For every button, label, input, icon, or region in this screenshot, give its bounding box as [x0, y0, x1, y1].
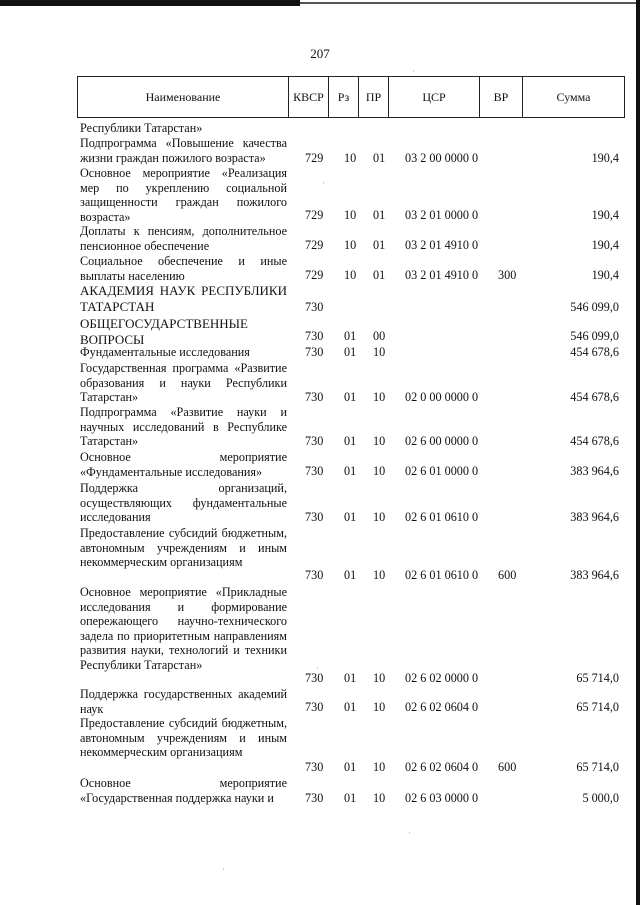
row-sum: 65 714,0 [576, 760, 619, 774]
table-row [80, 526, 625, 583]
table-row [80, 224, 625, 253]
table-row [80, 166, 625, 223]
row-name: Подпрограмма «Повышение качества жизни граждан пожилого возраста» [80, 136, 287, 165]
scan-edge-top [0, 0, 640, 8]
row-csr: 02 6 00 0000 0 [405, 434, 479, 448]
row-kvsr: 730 [305, 300, 324, 314]
row-sum: 383 964,6 [570, 568, 619, 582]
row-rz: 10 [344, 268, 357, 282]
row-rz: 10 [344, 208, 357, 222]
row-name: Поддержка государственных академий наук [80, 687, 287, 716]
table-row [80, 405, 625, 449]
scan-edge-right [636, 0, 640, 905]
row-vr: 300 [498, 268, 517, 282]
row-rz: 01 [344, 760, 357, 774]
scan-speck: · [412, 66, 415, 76]
row-kvsr: 730 [305, 345, 324, 359]
row-sum: 454 678,6 [570, 345, 619, 359]
row-rz: 01 [344, 510, 357, 524]
row-pr: 10 [373, 791, 386, 805]
row-pr: 10 [373, 464, 386, 478]
row-name: Доплаты к пенсиям, дополнительное пенсионное обеспечение [80, 224, 287, 253]
scan-speck: · [408, 828, 411, 838]
row-pr: 01 [373, 151, 386, 165]
table-row [80, 450, 625, 479]
row-kvsr: 730 [305, 510, 324, 524]
row-pr: 10 [373, 434, 386, 448]
table-row [80, 345, 625, 360]
table-row [80, 254, 625, 283]
table-row [80, 316, 625, 347]
table-row [80, 687, 625, 715]
header-csr: ЦСР [389, 77, 480, 117]
row-csr: 02 6 02 0000 0 [405, 671, 479, 685]
scan-edge-line [300, 2, 640, 4]
row-pr: 10 [373, 700, 386, 714]
row-name: Основное мероприятие «Фундаментальные исследования» [80, 450, 287, 479]
header-kvsr: КВСР [289, 77, 329, 117]
row-csr: 02 0 00 0000 0 [405, 390, 479, 404]
row-kvsr: 729 [305, 268, 324, 282]
row-rz: 01 [344, 329, 357, 343]
row-kvsr: 730 [305, 329, 324, 343]
row-rz: 01 [344, 464, 357, 478]
row-pr: 01 [373, 268, 386, 282]
row-name: Основное мероприятие «Реализация мер по укреплению социальной защищенности граждан пожилого возраста» [80, 166, 287, 224]
row-vr: 600 [498, 760, 517, 774]
row-sum: 190,4 [591, 268, 619, 282]
row-kvsr: 729 [305, 151, 324, 165]
table-row [80, 361, 625, 405]
row-rz: 01 [344, 390, 357, 404]
table-row [80, 136, 625, 166]
table-row [80, 283, 625, 315]
row-vr: 600 [498, 568, 517, 582]
row-name: Государственная программа «Развитие образования и науки Республики Татарстан» [80, 361, 287, 405]
row-csr: 03 2 01 4910 0 [405, 268, 479, 282]
row-kvsr: 729 [305, 208, 324, 222]
table-row [80, 585, 625, 686]
row-name: ОБЩЕГОСУДАРСТВЕННЫЕ ВОПРОСЫ [80, 316, 248, 347]
table-row [80, 716, 625, 775]
row-csr: 02 6 01 0000 0 [405, 464, 479, 478]
page-number: 207 [310, 46, 330, 61]
scan-edge-bar [0, 0, 300, 6]
row-rz: 01 [344, 345, 357, 359]
row-kvsr: 729 [305, 238, 324, 252]
scan-speck: · [316, 663, 319, 673]
row-rz: 01 [344, 434, 357, 448]
row-sum: 454 678,6 [570, 390, 619, 404]
row-pr: 10 [373, 345, 386, 359]
row-kvsr: 730 [305, 671, 324, 685]
row-kvsr: 730 [305, 760, 324, 774]
row-rz: 10 [344, 151, 357, 165]
row-pr: 00 [373, 329, 386, 343]
row-pr: 10 [373, 510, 386, 524]
row-name: Фундаментальные исследования [80, 345, 250, 359]
row-csr: 02 6 02 0604 0 [405, 700, 479, 714]
row-csr: 02 6 01 0610 0 [405, 510, 479, 524]
row-csr: 03 2 01 0000 0 [405, 208, 479, 222]
table-row [80, 121, 625, 136]
row-sum: 383 964,6 [570, 510, 619, 524]
row-name: Предоставление субсидий бюджетным, автономным учреждениям и иным некоммерческим организациям [80, 716, 287, 760]
row-pr: 01 [373, 238, 386, 252]
row-sum: 546 099,0 [570, 329, 619, 343]
header-vr: ВР [480, 77, 523, 117]
row-csr: 02 6 02 0604 0 [405, 760, 479, 774]
row-sum: 190,4 [591, 151, 619, 165]
row-sum: 546 099,0 [570, 300, 619, 314]
row-name: Поддержка организаций, осуществляющих фундаментальные исследования [80, 481, 287, 525]
row-csr: 03 2 00 0000 0 [405, 151, 479, 165]
row-csr: 02 6 03 0000 0 [405, 791, 479, 805]
header-rz: Рз [329, 77, 359, 117]
row-kvsr: 730 [305, 568, 324, 582]
row-kvsr: 730 [305, 390, 324, 404]
row-rz: 01 [344, 568, 357, 582]
row-sum: 65 714,0 [576, 700, 619, 714]
row-kvsr: 730 [305, 791, 324, 805]
row-sum: 5 000,0 [582, 791, 619, 805]
row-rz: 01 [344, 700, 357, 714]
row-name: АКАДЕМИЯ НАУК РЕСПУБЛИКИ ТАТАРСТАН [80, 283, 287, 314]
row-sum: 454 678,6 [570, 434, 619, 448]
row-sum: 65 714,0 [576, 671, 619, 685]
row-name: Социальное обеспечение и иные выплаты населению [80, 254, 287, 283]
row-kvsr: 730 [305, 464, 324, 478]
header-pr: ПР [359, 77, 389, 117]
header-sum: Сумма [556, 89, 591, 104]
row-pr: 10 [373, 760, 386, 774]
row-pr: 10 [373, 671, 386, 685]
row-kvsr: 730 [305, 700, 324, 714]
table-row [80, 481, 625, 525]
row-name: Республики Татарстан» [80, 121, 203, 135]
row-rz: 01 [344, 671, 357, 685]
table-row [80, 776, 625, 806]
row-kvsr: 730 [305, 434, 324, 448]
row-name: Основное мероприятие «Прикладные исследования и формирование опережающего научно-технического задела по приоритетным направлениям развития науки, технологий и техники Республики Татарстан» [80, 585, 287, 672]
row-rz: 01 [344, 791, 357, 805]
row-name: Предоставление субсидий бюджетным, автономным учреждениям и иным некоммерческим организациям [80, 526, 287, 570]
row-name: Подпрограмма «Развитие науки и научных исследований в Республике Татарстан» [80, 405, 287, 449]
row-pr: 01 [373, 208, 386, 222]
row-pr: 10 [373, 390, 386, 404]
row-name: Основное мероприятие «Государственная поддержка науки и [80, 776, 287, 805]
row-csr: 02 6 01 0610 0 [405, 568, 479, 582]
row-pr: 10 [373, 568, 386, 582]
row-rz: 10 [344, 238, 357, 252]
row-sum: 190,4 [591, 238, 619, 252]
scan-speck: · [222, 864, 225, 874]
scan-speck: · [322, 178, 325, 188]
table-header [77, 76, 625, 118]
row-csr: 03 2 01 4910 0 [405, 238, 479, 252]
row-sum: 383 964,6 [570, 464, 619, 478]
header-name: Наименование [78, 77, 289, 117]
row-sum: 190,4 [591, 208, 619, 222]
